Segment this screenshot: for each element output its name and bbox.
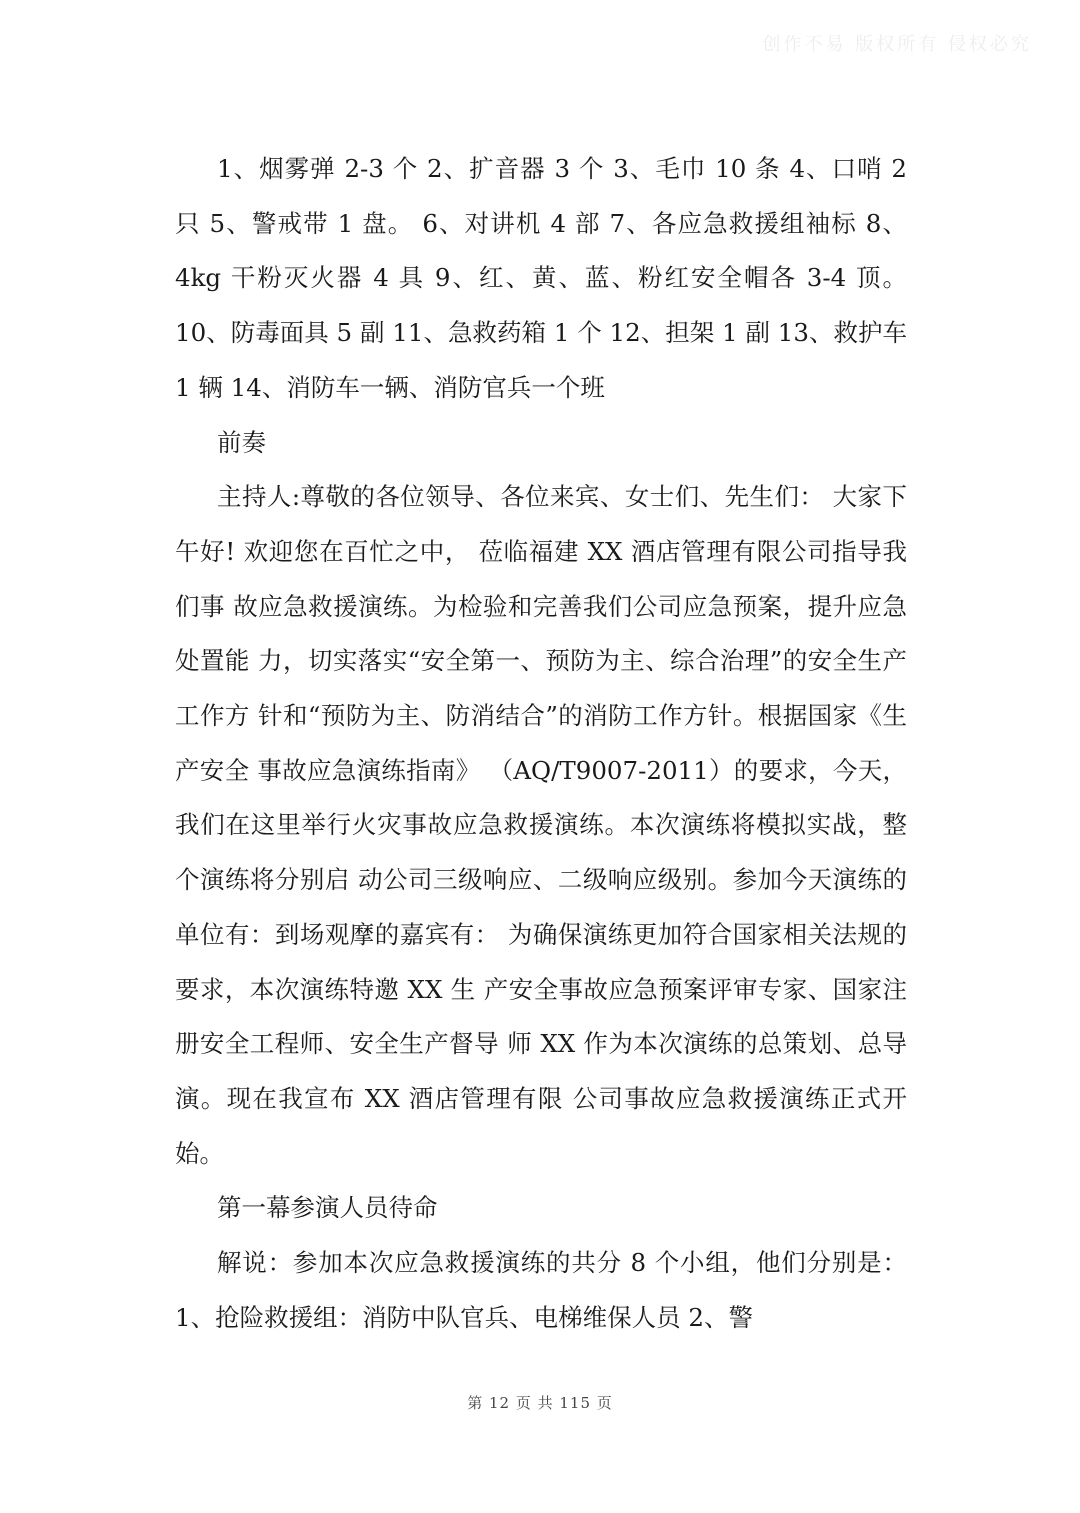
heading-prelude: 前奏: [217, 427, 266, 457]
paragraph-narration: 解说：参加本次应急救援演练的共分 8 个小组，他们分别是： 1、抢险救援组：消防中队官兵、电梯维保人员 2、警: [175, 1248, 907, 1332]
body-text: [175, 142, 907, 1345]
heading-act-one: 第一幕参演人员待命: [217, 1193, 438, 1223]
paragraph-host-speech: 主持人:尊敬的各位领导、各位来宾、女士们、先生们： 大家下午好! 欢迎您在百忙之中， 莅临福建 XX 酒店管理有限公司指导我们事 故应急救援演练。为检验和完善我们公司应急预案，提升应急处置能 力，切实落实“安全第一、预防为主、综合治理”的安全生产工作方 针和“预防为主、防消结合”的消防工作方针。根据国家《生产安全 事故应急演练指南》 （AQ/T9007-2011）的要求，今天，我们在这里举行火灾事故应急救援演练。本次演练将模拟实战，整个演练将分别启 动公司三级响应、二级响应级别。参加今天演练的单位有：到场观摩的嘉宾有： 为确保演练更加符合国家相关法规的要求，本次演练特邀 XX 生 产安全事故应急预案评审专家、国家注册安全工程师、安全生产督导 师 XX 作为本次演练的总策划、总导演。现在我宣布 XX 酒店管理有限 公司事故应急救援演练正式开始。: [175, 482, 907, 1168]
page-number-footer: 第 12 页 共 115 页: [467, 1394, 613, 1412]
watermark: 创作不易 版权所有 侵权必究: [762, 34, 1032, 55]
paragraph-equipment-list: 1、烟雾弹 2-3 个 2、扩音器 3 个 3、毛巾 10 条 4、口哨 2 只 5、警戒带 1 盘。 6、对讲机 4 部 7、各应急救援组袖标 8、4kg 干粉灭火器 4 具 9、红、黄、蓝、粉红安全帽各 3-4 顶。 10、防毒面具 5 副 11、急救药箱 1 个 12、担架 1 副 13、救护车 1 辆 14、消防车一辆、消防官兵一个班: [175, 154, 907, 402]
